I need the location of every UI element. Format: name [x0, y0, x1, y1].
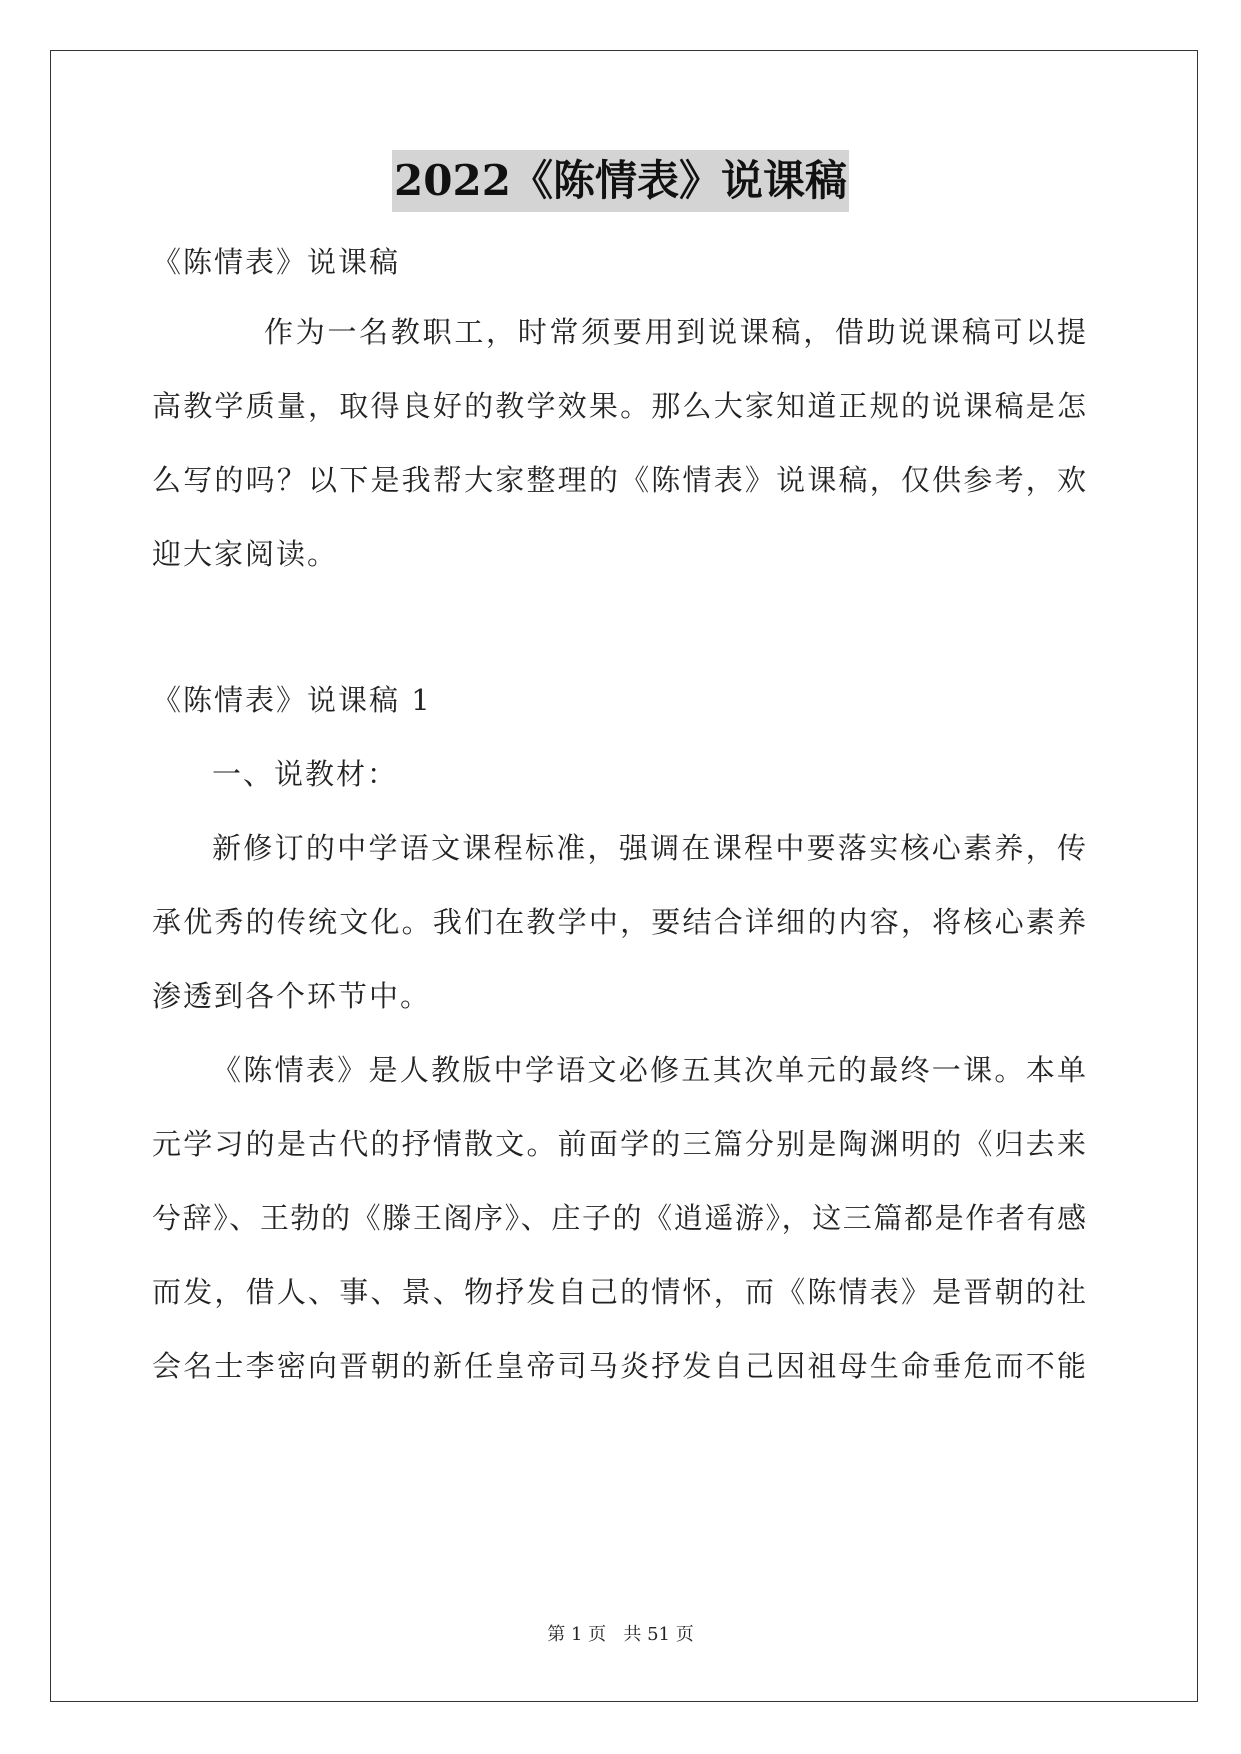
section-heading: 《陈情表》说课稿 1	[152, 683, 432, 717]
paragraph-line: 兮辞》、王勃的《滕王阁序》、庄子的《逍遥游》，这三篇都是作者有感	[152, 1201, 1086, 1235]
document-title: 2022《陈情表》说课稿	[392, 150, 849, 212]
paragraph-line: 高教学质量，取得良好的教学效果。那么大家知道正规的说课稿是怎	[152, 389, 1086, 423]
paragraph-line: 承优秀的传统文化。我们在教学中，要结合详细的内容，将核心素养	[152, 905, 1086, 939]
paragraph-line: 而发，借人、事、景、物抒发自己的情怀，而《陈情表》是晋朝的社	[152, 1275, 1086, 1309]
page-border	[50, 50, 1198, 1702]
paragraph-line: 会名士李密向晋朝的新任皇帝司马炎抒发自己因祖母生命垂危而不能	[152, 1349, 1086, 1383]
page-footer	[0, 1622, 1241, 1648]
paragraph-line: 渗透到各个环节中。	[152, 979, 432, 1013]
page-total: 共 51 页	[623, 1624, 694, 1645]
paragraph-line: 新修订的中学语文课程标准，强调在课程中要落实核心素养，传	[212, 831, 1086, 865]
paragraph-line: 么写的吗？以下是我帮大家整理的《陈情表》说课稿，仅供参考，欢	[152, 463, 1086, 497]
subtitle-line: 《陈情表》说课稿	[152, 245, 401, 279]
paragraph-line: 迎大家阅读。	[152, 537, 339, 571]
page-number: 第 1 页	[547, 1624, 607, 1645]
title-container	[0, 150, 1241, 212]
subsection-heading: 一、说教材：	[212, 757, 399, 791]
paragraph-line: 《陈情表》是人教版中学语文必修五其次单元的最终一课。本单	[212, 1053, 1086, 1087]
paragraph-line: 元学习的是古代的抒情散文。前面学的三篇分别是陶渊明的《归去来	[152, 1127, 1086, 1161]
paragraph-line: 作为一名教职工，时常须要用到说课稿，借助说课稿可以提	[264, 315, 1086, 349]
